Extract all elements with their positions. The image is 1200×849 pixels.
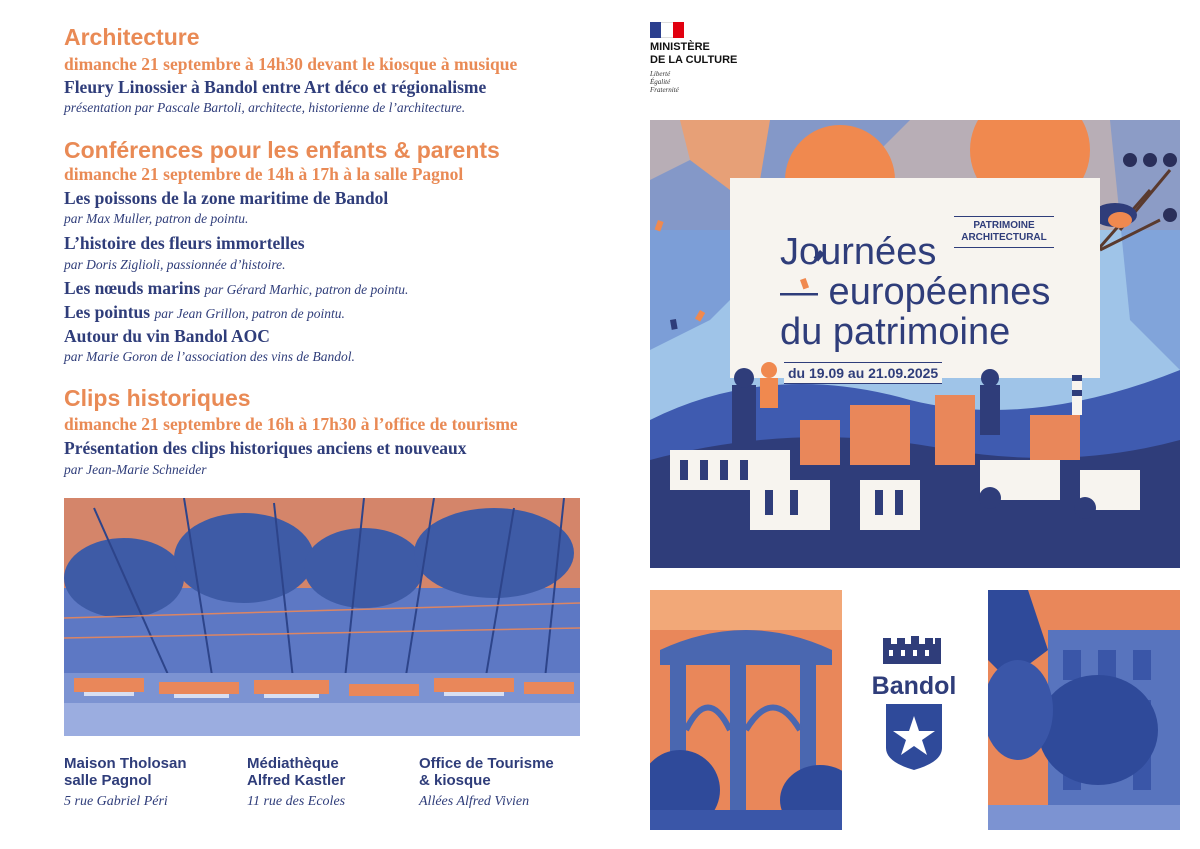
conference-talk-title: Les poissons de la zone maritime de Bandol (64, 188, 389, 208)
place-name-line: Alfred Kastler (247, 772, 346, 789)
place-name-line: Maison Tholosan (64, 755, 187, 772)
conference-talk-title: L’histoire des fleurs immortelles (64, 233, 305, 253)
motto-line: Liberté (650, 70, 671, 78)
bandol-logo (856, 636, 972, 770)
poster-title-line: du patrimoine (780, 311, 1011, 353)
ministry-motto (650, 70, 737, 94)
ministry-name-line: MINISTÈRE (650, 41, 710, 53)
motto-line: Fraternité (650, 86, 679, 94)
clips-talk-title: Présentation des clips historiques anciens et nouveaux (64, 438, 467, 458)
poster-title-line: Journées (780, 231, 937, 273)
ministry-logo (650, 22, 737, 94)
clips-heading: Clips historiques (64, 385, 251, 411)
architecture-heading: Architecture (64, 24, 200, 50)
place-name-line: salle Pagnol (64, 772, 152, 789)
poster-dates: du 19.09 au 21.09.2025 (784, 362, 942, 384)
clips-date: dimanche 21 septembre de 16h à 17h30 à l’office de tourisme (64, 414, 518, 434)
conferences-heading: Conférences pour les enfants & parents (64, 137, 500, 163)
conference-talk-title: Les pointus (64, 302, 151, 322)
kiosk-photo (650, 590, 842, 830)
place-name (419, 755, 554, 789)
conference-talk-title: Autour du vin Bandol AOC (64, 326, 270, 346)
conference-talk-speaker: par Max Muller, patron de pointu. (64, 211, 249, 226)
poster-tag-line: PATRIMOINE (973, 220, 1035, 231)
place-name-line: Office de Tourisme (419, 755, 554, 772)
clips-talk-speaker: par Jean-Marie Schneider (64, 462, 207, 477)
place-address: Allées Alfred Vivien (419, 794, 530, 809)
place-address: 11 rue des Ecoles (247, 794, 346, 809)
heritage-days-poster (650, 120, 1180, 568)
poster-tag-line: ARCHITECTURAL (961, 232, 1047, 243)
place-name (247, 755, 345, 789)
conference-talk-row (64, 302, 345, 324)
conference-talk-speaker: par Gérard Marhic, patron de pointu. (204, 282, 409, 297)
conferences-date: dimanche 21 septembre de 14h à 17h à la salle Pagnol (64, 164, 464, 184)
architecture-date: dimanche 21 septembre à 14h30 devant le kiosque à musique (64, 54, 518, 74)
poster-title-line: — européennes (780, 271, 1051, 313)
place-address: 5 rue Gabriel Péri (64, 794, 168, 809)
port-photo (64, 498, 580, 736)
crown-icon (881, 636, 943, 668)
place-name-line: & kiosque (419, 772, 491, 789)
conference-talk-title: Les nœuds marins (64, 278, 201, 298)
place-name-line: Médiathèque (247, 755, 339, 772)
building-photo (988, 590, 1180, 830)
architecture-talk-title: Fleury Linossier à Bandol entre Art déco et régionalisme (64, 77, 487, 97)
shield-star-icon (886, 704, 942, 770)
conference-talk-row (64, 278, 408, 300)
town-name: Bandol (871, 672, 957, 700)
place-name (64, 755, 187, 789)
conference-talk-speaker: par Marie Goron de l’association des vins de Bandol. (64, 349, 355, 364)
architecture-talk-speaker: présentation par Pascale Bartoli, architecte, historienne de l’architecture. (64, 100, 466, 115)
conference-talk-speaker: par Doris Ziglioli, passionnée d’histoire. (64, 257, 286, 272)
marianne-flag-icon (650, 22, 684, 38)
motto-line: Égalité (650, 78, 671, 86)
ministry-name-line: DE LA CULTURE (650, 54, 738, 66)
poster-tag (954, 216, 1054, 248)
conference-talk-speaker: par Jean Grillon, patron de pointu. (154, 306, 345, 321)
